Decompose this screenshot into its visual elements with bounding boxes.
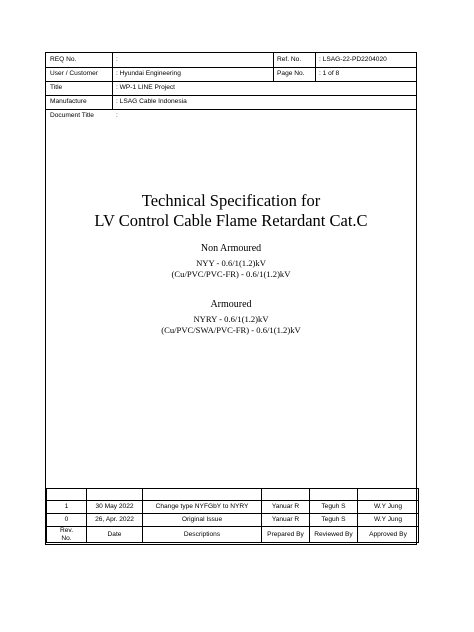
header-row-title bbox=[46, 81, 416, 96]
req-value: : bbox=[116, 56, 118, 63]
col-header-approved-by: Approved By bbox=[358, 527, 419, 543]
non-armoured-line1: NYY - 0.6/1(1.2)kV bbox=[196, 258, 266, 268]
col-header-rev-no: Rev. No. bbox=[47, 527, 87, 543]
doc-title-label: Document Title bbox=[50, 112, 94, 119]
rev-date: 26, Apr. 2022 bbox=[87, 514, 143, 527]
customer-value: : Hyundai Engineering bbox=[116, 70, 181, 77]
section-heading-non-armoured: Non Armoured bbox=[200, 243, 262, 254]
req-label: REQ No. bbox=[50, 56, 77, 63]
rev-date: 30 May 2022 bbox=[87, 501, 143, 514]
main-title-line2: LV Control Cable Flame Retardant Cat.C bbox=[94, 211, 368, 230]
rev-no: 0 bbox=[47, 514, 87, 527]
non-armoured-line2: (Cu/PVC/PVC-FR) - 0.6/1(1.2)kV bbox=[171, 269, 291, 279]
revision-row-blank bbox=[47, 489, 419, 501]
document-sheet bbox=[45, 52, 417, 545]
rev-reviewed-by: Teguh S bbox=[310, 514, 358, 527]
header-row-customer bbox=[46, 67, 416, 82]
col-header-prepared-by: Prepared By bbox=[262, 527, 310, 543]
armoured-line2: (Cu/PVC/SWA/PVC-FR) - 0.6/1(1.2)kV bbox=[161, 325, 301, 335]
table-row bbox=[47, 501, 419, 514]
rev-reviewed-by: Teguh S bbox=[310, 501, 358, 514]
main-title-line1: Technical Specification for bbox=[141, 191, 321, 210]
doc-title-value: : bbox=[116, 112, 118, 119]
manufacture-label: Manufacture bbox=[50, 98, 87, 105]
page-value: : 1 of 8 bbox=[319, 70, 340, 77]
title-block bbox=[46, 191, 416, 336]
col-header-date: Date bbox=[87, 527, 143, 543]
rev-prepared-by: Yanuar R bbox=[262, 501, 310, 514]
revision-table bbox=[46, 488, 419, 543]
rev-prepared-by: Yanuar R bbox=[262, 514, 310, 527]
col-header-reviewed-by: Reviewed By bbox=[310, 527, 358, 543]
ref-label: Ref. No. bbox=[277, 56, 302, 63]
revision-header-row bbox=[47, 527, 419, 543]
header-row-manufacture bbox=[46, 95, 416, 110]
customer-label: User / Customer bbox=[50, 70, 98, 77]
armoured-line1: NYRY - 0.6/1(1.2)kV bbox=[193, 314, 269, 324]
rev-description: Original Issue bbox=[143, 514, 262, 527]
title-label: Title bbox=[50, 84, 63, 91]
rev-no: 1 bbox=[47, 501, 87, 514]
table-row bbox=[47, 514, 419, 527]
col-header-descriptions: Descriptions bbox=[143, 527, 262, 543]
header-row-req bbox=[46, 53, 416, 68]
ref-value: : LSAG-22-PD2204020 bbox=[319, 56, 387, 63]
page-label: Page No. bbox=[277, 70, 305, 77]
manufacture-value: : LSAG Cable Indonesia bbox=[116, 98, 187, 105]
section-heading-armoured: Armoured bbox=[210, 299, 252, 310]
rev-description: Change type NYFGbY to NYRY bbox=[143, 501, 262, 514]
rev-approved-by: W.Y Jung bbox=[358, 501, 419, 514]
title-value: : WP-1 LINE Project bbox=[116, 84, 175, 91]
rev-approved-by: W.Y Jung bbox=[358, 514, 419, 527]
